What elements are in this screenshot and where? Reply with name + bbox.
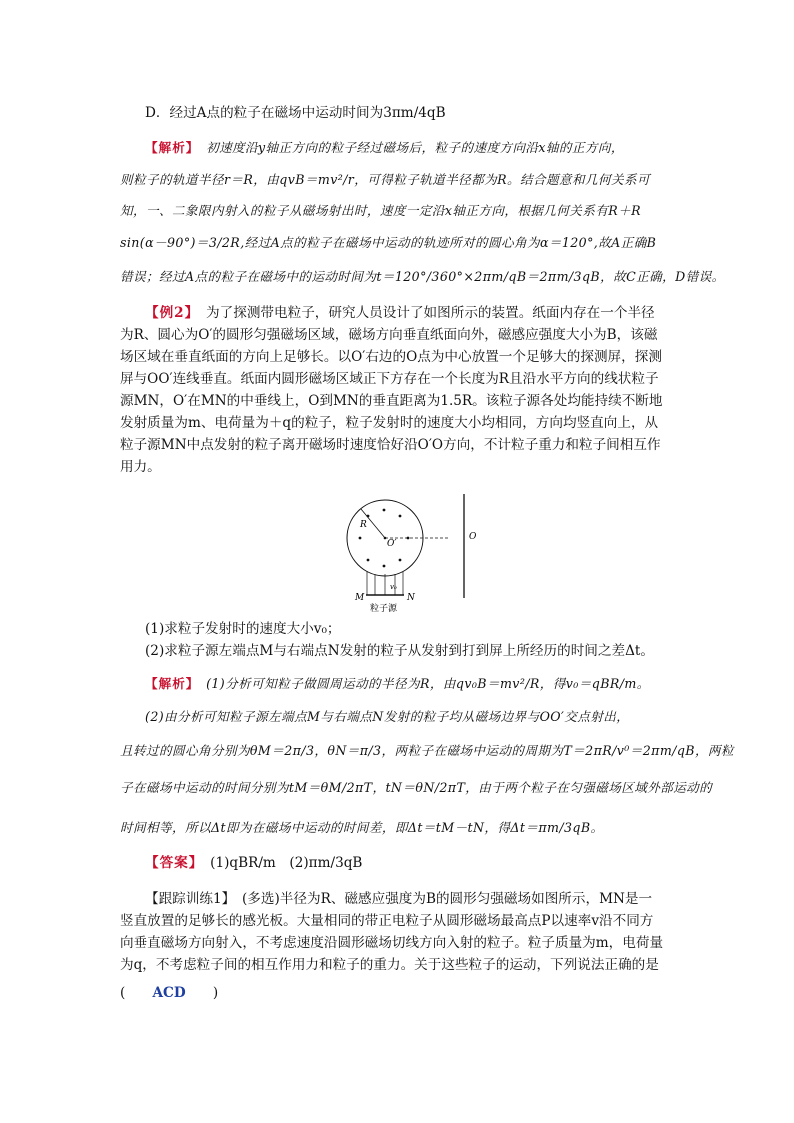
label-R: R [360, 520, 367, 530]
field-dot [359, 537, 362, 540]
question-2: (2)求粒子源左端点M与右端点N发射的粒子从发射到打到屏上所经历的时间之差Δt。 [145, 643, 654, 659]
training-1-line-2: 竖直放置的足够长的感光板。大量相同的带正电粒子从圆形磁场最高点P以速率v沿不同方 [120, 913, 654, 929]
analysis-2-line-4: 子在磁场中运动的时间分别为tM＝θM/2πT，tN＝θN/2πT，由于两个粒子在匀强磁场区域外部运动的 [120, 780, 713, 795]
example-2-line-6: 发射质量为m、电荷量为＋q的粒子，粒子发射时的速度大小均相同，方向均竖直向上，从 [120, 415, 659, 431]
analysis-1-line-5: 错误；经过A点的粒子在磁场中的运动时间为t＝120°/360°×2πm/qB＝2πm/3qB，故C正确，D错误。 [120, 269, 725, 284]
example-2-line-2: 为R、圆心为O′的圆形匀强磁场区域，磁场方向垂直纸面向外，磁感应强度大小为B，该磁 [120, 327, 658, 343]
analysis-2-line-5: 时间相等，所以Δt即为在磁场中运动的时间差，即Δt＝tM－tN，得Δt＝πm/3qB。 [120, 820, 604, 835]
analysis-1-line-4: sin(α－90°)＝3/2R,经过A点的粒子在磁场中运动的轨迹所对的圆心角为α＝120°,故A正确B [120, 235, 657, 250]
question-1: (1)求粒子发射时的速度大小v₀； [145, 621, 341, 637]
label-M: M [355, 593, 365, 603]
answer-line: 【答案】 (1)qBR/m (2)πm/3qB [145, 855, 363, 871]
analysis-1-line-1: 【解析】 初速度沿y轴正方向的粒子经过磁场后，粒子的速度方向沿x轴的正方向， [145, 140, 624, 155]
option-d: D．经过A点的粒子在磁场中运动时间为3πm/4qB [145, 105, 446, 121]
training-1-line-3: 向垂直磁场方向射入，不考虑速度沿圆形磁场切线方向入射的粒子。粒子质量为m，电荷量 [120, 935, 664, 951]
analysis-1-line-3: 知，一、二象限内射入的粒子从磁场射出时，速度一定沿x轴正方向，根据几何关系有R＋R [120, 203, 642, 218]
example-2-line-1: 【例2】 为了探测带电粒子，研究人员设计了如图所示的装置。纸面内存在一个半径 [145, 305, 655, 321]
figure-caption: 粒子源 [370, 604, 398, 614]
analysis-2-line-1: 【解析】 (1)分析可知粒子做圆周运动的半径为R，由qv₀B＝mv²/R，得v₀＝qBR/m。 [145, 676, 650, 691]
field-dot [367, 515, 370, 518]
example-2-line-4: 屏与OO′连线垂直。纸面内圆形磁场区域正下方存在一个长度为R且沿水平方向的线状粒子 [120, 371, 659, 387]
diagram-svg [340, 494, 490, 616]
field-dot [383, 509, 386, 512]
analysis-1-line-2: 则粒子的轨道半径r＝R，由qvB＝mv²/r，可得粒子轨道半径都为R。结合题意和几何关系可 [120, 172, 650, 187]
analysis-2-line-2: (2)由分析可知粒子源左端点M与右端点N发射的粒子均从磁场边界与OO′交点射出， [145, 709, 630, 724]
example-2-line-3: 场区域在垂直纸面的方向上足够长。以O′右边的O点为中心放置一个足够大的探测屏，探测 [120, 349, 662, 365]
field-dot [367, 559, 370, 562]
example-2-line-8: 用力。 [120, 459, 161, 475]
answer-choice: ( ACD ) [120, 985, 219, 1001]
label-O-prime: O′ [387, 539, 397, 549]
magnetic-field-diagram [340, 494, 490, 616]
training-1-line-4: 为q，不考虑粒子间的相互作用力和粒子的重力。关于这些粒子的运动，下列说法正确的是 [120, 957, 659, 973]
example-2-line-7: 粒子源MN中点发射的粒子离开磁场时速度恰好沿O′O方向，不计粒子重力和粒子间相互作 [120, 437, 661, 453]
training-1-line-1: 【跟踪训练1】 (多选)半径为R、磁感应强度为B的圆形匀强磁场如图所示，MN是一 [145, 891, 653, 907]
field-dot [399, 559, 402, 562]
example-2-line-5: 源MN，O′在MN的中垂线上，O到MN的垂直距离为1.5R。该粒子源各处均能持续不断地 [120, 393, 663, 409]
center-point [384, 537, 387, 540]
label-v0: v₀ [390, 583, 397, 591]
label-N: N [407, 593, 415, 603]
field-dot [399, 515, 402, 518]
analysis-2-line-3: 且转过的圆心角分别为θM＝2π/3，θN＝π/3，两粒子在磁场中运动的周期为T＝2πR/v⁰＝2πm/qB，两粒 [120, 743, 734, 758]
field-dot [383, 565, 386, 568]
field-dot [407, 537, 410, 540]
label-O: O [469, 532, 477, 542]
